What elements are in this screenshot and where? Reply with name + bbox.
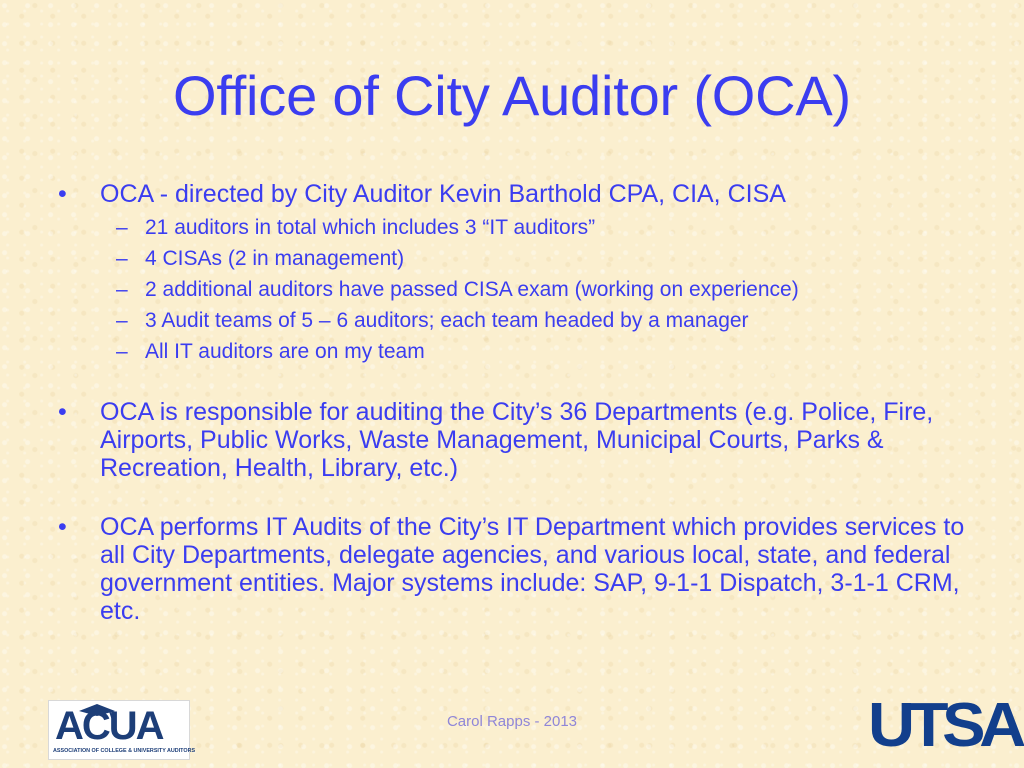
sub-bullet-text: 4 CISAs (2 in management) [145,247,405,270]
sub-bullet-dash: – [116,278,128,301]
utsa-logo: UTSA [868,691,1021,760]
bullet-marker: • [58,398,67,426]
slide-title: Office of City Auditor (OCA) [172,64,852,127]
bullet-item [58,398,978,482]
bullet-marker: • [58,513,67,541]
sub-bullet-text: 21 auditors in total which includes 3 “IT auditors” [145,216,596,239]
bullet-item [58,180,978,208]
slide-body [58,180,978,625]
sub-bullet-text: All IT auditors are on my team [145,340,425,363]
sub-bullet-dash: – [116,309,128,332]
sub-bullet-item [58,305,978,336]
sub-bullet-dash: – [116,340,128,363]
sub-bullet-list [58,212,978,367]
acua-logo-tagline: ASSOCIATION OF COLLEGE & UNIVERSITY AUDITORS [53,748,196,754]
sub-bullet-text: 2 additional auditors have passed CISA exam (working on experience) [145,278,799,301]
bullet-text: OCA - directed by City Auditor Kevin Barthold CPA, CIA, CISA [100,180,786,208]
sub-bullet-item [58,336,978,367]
acua-logo-word: ACUA [55,704,163,748]
bullet-item [58,513,978,625]
bullet-text: OCA performs IT Audits of the City’s IT Department which provides services to all City Departments, delegate agencies, and various local, state, and federal government entities. Major systems include: SAP, 9-1-1 Dispatch, 3-1-1 CRM, etc. [100,513,965,625]
bullet-marker: • [58,180,67,208]
sub-bullet-item [58,274,978,305]
sub-bullet-text: 3 Audit teams of 5 – 6 auditors; each team headed by a manager [145,309,749,332]
sub-bullet-dash: – [116,247,128,270]
bullet-text: OCA is responsible for auditing the City’s 36 Departments (e.g. Police, Fire, Airports, Public Works, Waste Management, Municipal Courts, Parks & Recreation, Health, Library, etc.) [100,398,934,482]
sub-bullet-item [58,243,978,274]
sub-bullet-dash: – [116,216,128,239]
acua-logo [48,700,196,760]
sub-bullet-item [58,212,978,243]
slide-footer: Carol Rapps - 2013 [446,713,578,730]
